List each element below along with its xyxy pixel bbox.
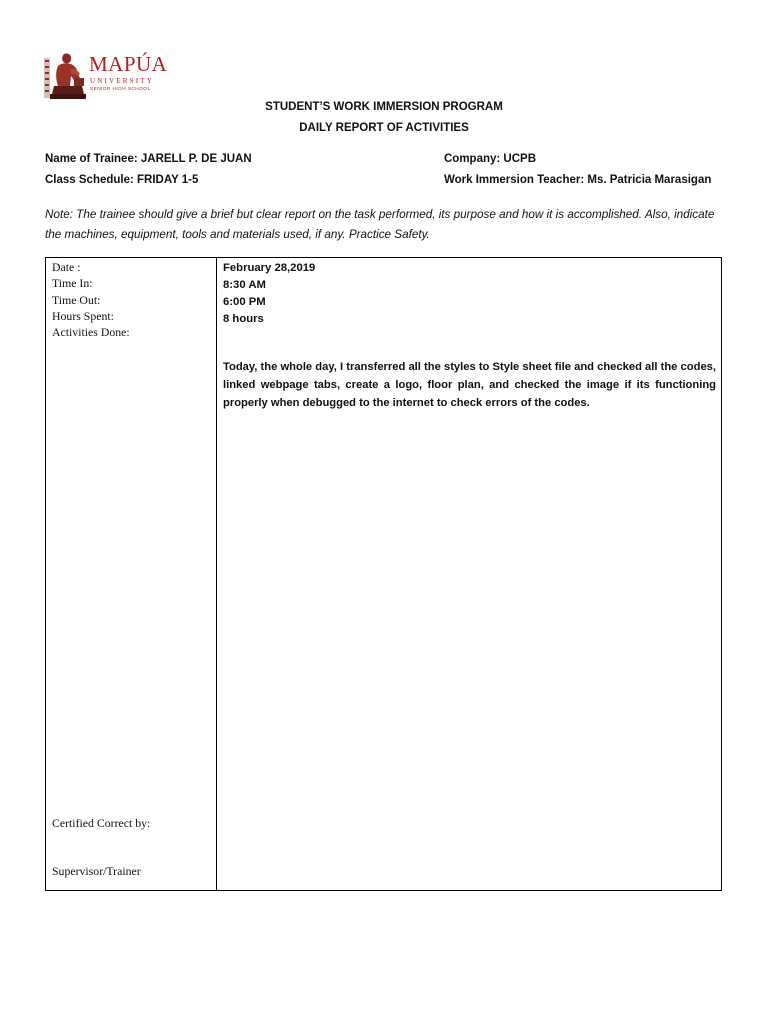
time-in-label: Time In: <box>52 276 93 290</box>
supervisor-label: Supervisor/Trainer <box>52 864 141 878</box>
trainee-name: Name of Trainee: JARELL P. DE JUAN <box>45 153 252 165</box>
certified-label: Certified Correct by: <box>52 816 151 830</box>
program-title: STUDENT’S WORK IMMERSION PROGRAM <box>265 101 503 113</box>
report-note: Note: The trainee should give a brief but clear report on the task performed, its purpose and how it is accomplished. Also, indicate the machines, equipment, tools and materials used, if any. Practice Safety. <box>45 208 715 241</box>
hours-spent-value: 8 hours <box>223 313 264 325</box>
logo-subtitle-2: SENIOR HIGH SCHOOL <box>90 87 151 92</box>
time-in-value: 8:30 AM <box>223 279 266 291</box>
company-name: Company: UCPB <box>444 153 537 165</box>
statue-icon <box>44 50 88 100</box>
date-label: Date : <box>52 260 81 274</box>
logo-subtitle: UNIVERSITY <box>90 77 154 85</box>
report-title: DAILY REPORT OF ACTIVITIES <box>299 122 469 134</box>
logo-wordmark: MAPÚA <box>89 52 168 76</box>
hours-spent-label: Hours Spent: <box>52 309 114 323</box>
date-value: February 28,2019 <box>223 262 316 274</box>
university-logo <box>44 50 174 102</box>
activities-text: Today, the whole day, I transferred all the styles to Style sheet file and checked all the codes, linked webpage tabs, create a logo, floor plan, and checked the image if its functioning properly when debugged to the internet to check errors of the codes. <box>223 361 716 409</box>
column-divider <box>216 258 217 890</box>
activities-label: Activities Done: <box>52 325 130 339</box>
class-schedule: Class Schedule: FRIDAY 1-5 <box>45 174 199 186</box>
time-out-value: 6:00 PM <box>223 296 266 308</box>
immersion-teacher: Work Immersion Teacher: Ms. Patricia Marasigan <box>444 174 712 186</box>
time-out-label: Time Out: <box>52 293 101 307</box>
activity-report-table <box>45 257 722 891</box>
